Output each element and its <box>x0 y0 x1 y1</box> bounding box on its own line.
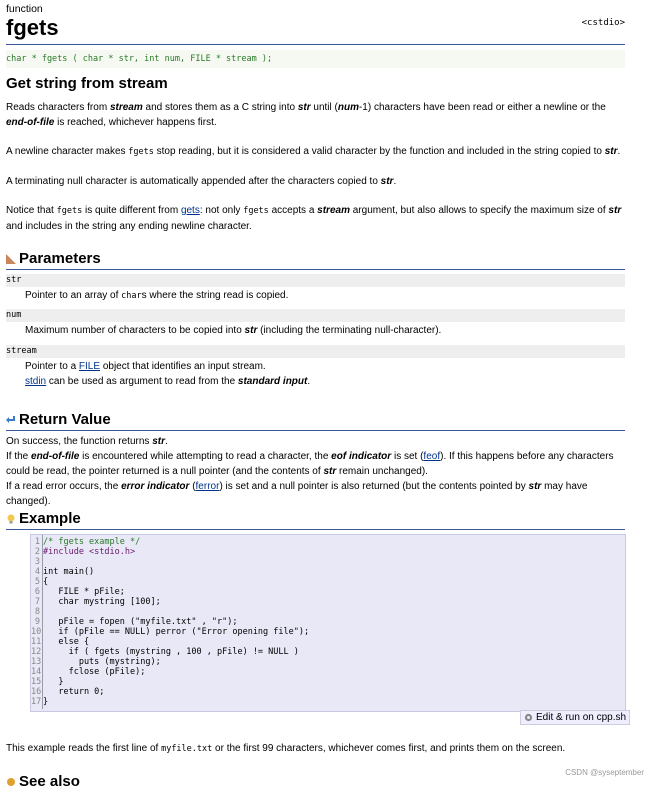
header-file-link[interactable]: <cstdio> <box>581 18 625 28</box>
feof-link[interactable]: feof <box>423 451 441 462</box>
param-desc-stream: Pointer to a FILE object that identifies an input stream. stdin can be used as argument to read from the standard input. <box>25 361 311 387</box>
ferror-link[interactable]: ferror <box>195 481 220 492</box>
param-desc-str: Pointer to an array of chars where the string read is copied. <box>25 290 289 301</box>
page-subtitle: Get string from stream <box>6 75 168 92</box>
description-paragraph-2: A newline character makes fgets stop reading, but it is considered a valid character by the function and included in the string copied to str. <box>6 146 621 157</box>
return-value-divider <box>6 430 625 431</box>
lightbulb-icon <box>6 514 16 524</box>
example-divider <box>6 529 625 530</box>
param-name-stream: stream <box>6 345 625 358</box>
title-divider <box>6 44 625 45</box>
parameters-divider <box>6 269 625 270</box>
gets-link[interactable]: gets <box>180 205 200 216</box>
param-desc-num: Maximum number of characters to be copied into str (including the terminating null-character). <box>25 325 442 336</box>
edit-run-button[interactable]: Edit & run on cpp.sh <box>520 710 630 725</box>
ruler-icon <box>6 254 16 264</box>
return-arrow-icon <box>6 415 16 425</box>
stdin-link[interactable]: stdin <box>25 376 47 387</box>
param-name-num: num <box>6 309 625 322</box>
entity-kind: function <box>6 3 43 15</box>
code-example: 1 /* fgets example */ 2 #include <stdio.h> 3 4 int main() 5 { 6 FILE * pFile; 7 char mystring [100]; 8 9 pFile = fopen ("myfile.txt" , "r"); 10 if (pFile == NULL) perror ("Error opening file"); 11 else { 12 if ( fgets (mystring , 100 , pFile) != NULL ) 13 puts (mystring); 14 fclose (pFile); 15 } 16 return 0; 17 } <box>30 534 626 712</box>
return-value-text: On success, the function returns str. If the end-of-file is encountered while attempting to read a character, the eof indicator is set (feof). If this happens before any characters could be read, the pointer returned is a null pointer (and the contents of str remain unchanged). If a read error occurs, the error indicator (ferror) is set and a null pointer is also returned (but the contents pointed by str may have changed). <box>6 436 614 507</box>
description-paragraph-3: A terminating null character is automatically appended after the characters copied to str. <box>6 176 397 187</box>
file-link[interactable]: FILE <box>78 361 101 372</box>
description-paragraph-1: Reads characters from stream and stores them as a C string into str until (num-1) characters have been read or either a newline or the end-of-file is reached, whichever happens first. <box>6 102 606 128</box>
param-name-str: str <box>6 274 625 287</box>
parameters-heading: Parameters <box>6 250 101 267</box>
example-explanation: This example reads the first line of myfile.txt or the first 99 characters, whichever comes first, and prints them on the screen. <box>6 743 566 754</box>
function-prototype: char * fgets ( char * str, int num, FILE * stream ); <box>6 50 625 68</box>
gear-icon <box>524 713 533 722</box>
return-value-heading: Return Value <box>6 411 111 428</box>
watermark: CSDN @syseptember <box>565 768 644 777</box>
page-title: fgets <box>6 15 59 40</box>
see-also-heading: See also <box>6 773 80 790</box>
description-paragraph-4: Notice that fgets is quite different from gets: not only fgets accepts a stream argument, but also allows to specify the maximum size of str and includes in the string any ending newline character. <box>6 205 622 232</box>
example-heading: Example <box>6 510 81 527</box>
